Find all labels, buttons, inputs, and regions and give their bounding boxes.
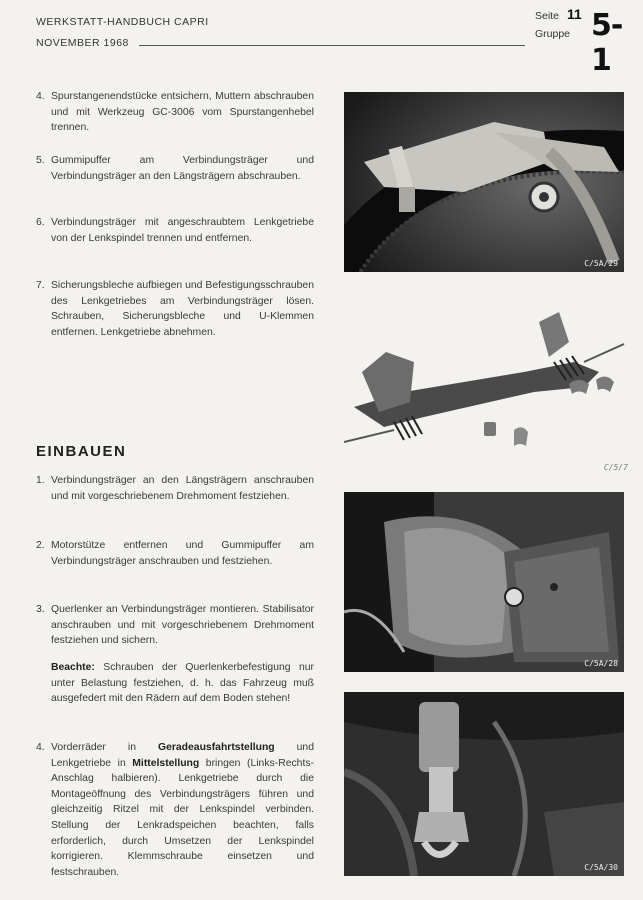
photo-caption: C/5A/29 [584, 259, 618, 268]
step-text: Querlenker an Verbindungsträger montieren. Stabilisator anschrauben und mit vorgeschriebenem Drehmoment festziehen und sichern. [51, 604, 314, 647]
page-reference [531, 6, 631, 78]
step-text: Verbindungsträger an den Längsträgern anschrauben und mit vorgeschriebenem Drehmoment festziehen. [51, 475, 314, 502]
step-text: Verbindungsträger mit angeschraubtem Lenkgetriebe von der Lenkspindel trennen und entfernen. [51, 217, 314, 244]
step-removal-4 [36, 89, 314, 136]
seite-number: 11 [567, 6, 582, 22]
step-removal-6 [36, 215, 314, 246]
gruppe-number: 5-1 [591, 8, 623, 78]
step-number: 4. [36, 742, 45, 753]
step-text: Sicherungsbleche aufbiegen und Befestigungsschrauben des Lenkgetriebes am Verbindungsträger lösen. Schrauben, Sicherungsbleche und U-Klemmen entfernen. Lenkgetriebe abnehmen. [51, 280, 314, 338]
note-text: Schrauben der Querlenkerbefestigung nur unter Belastung festziehen, d. h. das Fahrzeug muß ausgefedert mit den Rädern auf dem Boden stehen! [51, 662, 314, 705]
manual-title: WERKSTATT-HANDBUCH CAPRI [36, 16, 209, 28]
step-text: Gummipuffer am Verbindungsträger und Verbindungsträger an den Längsträgern abschrauben. [51, 155, 314, 182]
step-number: 2. [36, 540, 45, 551]
photo-caption: C/5A/30 [584, 863, 618, 872]
emphasis-mittelstellung: Mittelstellung [132, 757, 200, 769]
step-number: 4. [36, 91, 45, 102]
gruppe-label: Gruppe [535, 28, 571, 40]
step-removal-7 [36, 278, 314, 340]
photo-engine-mount [344, 492, 624, 672]
photo-steering-rack [344, 302, 632, 474]
step-number: 1. [36, 475, 45, 486]
header-rule [139, 45, 525, 46]
step-removal-5 [36, 153, 314, 184]
note-label: Beachte: [51, 662, 95, 673]
step-number: 3. [36, 604, 45, 615]
emphasis-geradeaus: Geradeausfahrtstellung [158, 742, 275, 753]
step-text-part: bringen (Links-Rechts-Anschlag halbieren). Lenkgetriebe durch die Montageöffnung des Verbindungsträgers führen und gleichzeitig Ritzel mit der Lenkspindel verbinden. Stellung der Lenkradspeichen beachten, falls erforderlich, durch Umsetzen der Lenkspindel korrigieren. Klemmschraube einsetzen und festschrauben. [51, 757, 314, 878]
step-text: Spurstangenendstücke entsichern, Muttern abschrauben und mit Werkzeug GC-3006 vom Spurstangenhebel trennen. [51, 91, 314, 134]
photo-tie-rod-end [344, 92, 624, 272]
photo-caption: C/5A/28 [584, 659, 618, 668]
step-text-part: und Lenkgetriebe in [51, 742, 314, 769]
step-install-4 [36, 740, 314, 880]
photo-caption: C/5/7 [603, 463, 628, 472]
step-install-1 [36, 473, 314, 504]
step-text-part: Vorderräder in [51, 742, 158, 753]
step-text [51, 740, 314, 880]
step-install-3 [36, 602, 314, 649]
step-number: 6. [36, 217, 45, 228]
step-number: 7. [36, 280, 45, 291]
step-number: 5. [36, 155, 45, 166]
photo-steering-coupling [344, 692, 624, 876]
note-paragraph [51, 660, 314, 707]
step-install-2 [36, 538, 314, 569]
seite-label: Seite [535, 10, 559, 22]
section-title-einbauen: EINBAUEN [36, 443, 127, 460]
step-text: Motorstütze entfernen und Gummipuffer am Verbindungsträger anschrauben und festziehen. [51, 540, 314, 567]
manual-date: NOVEMBER 1968 [36, 37, 129, 49]
